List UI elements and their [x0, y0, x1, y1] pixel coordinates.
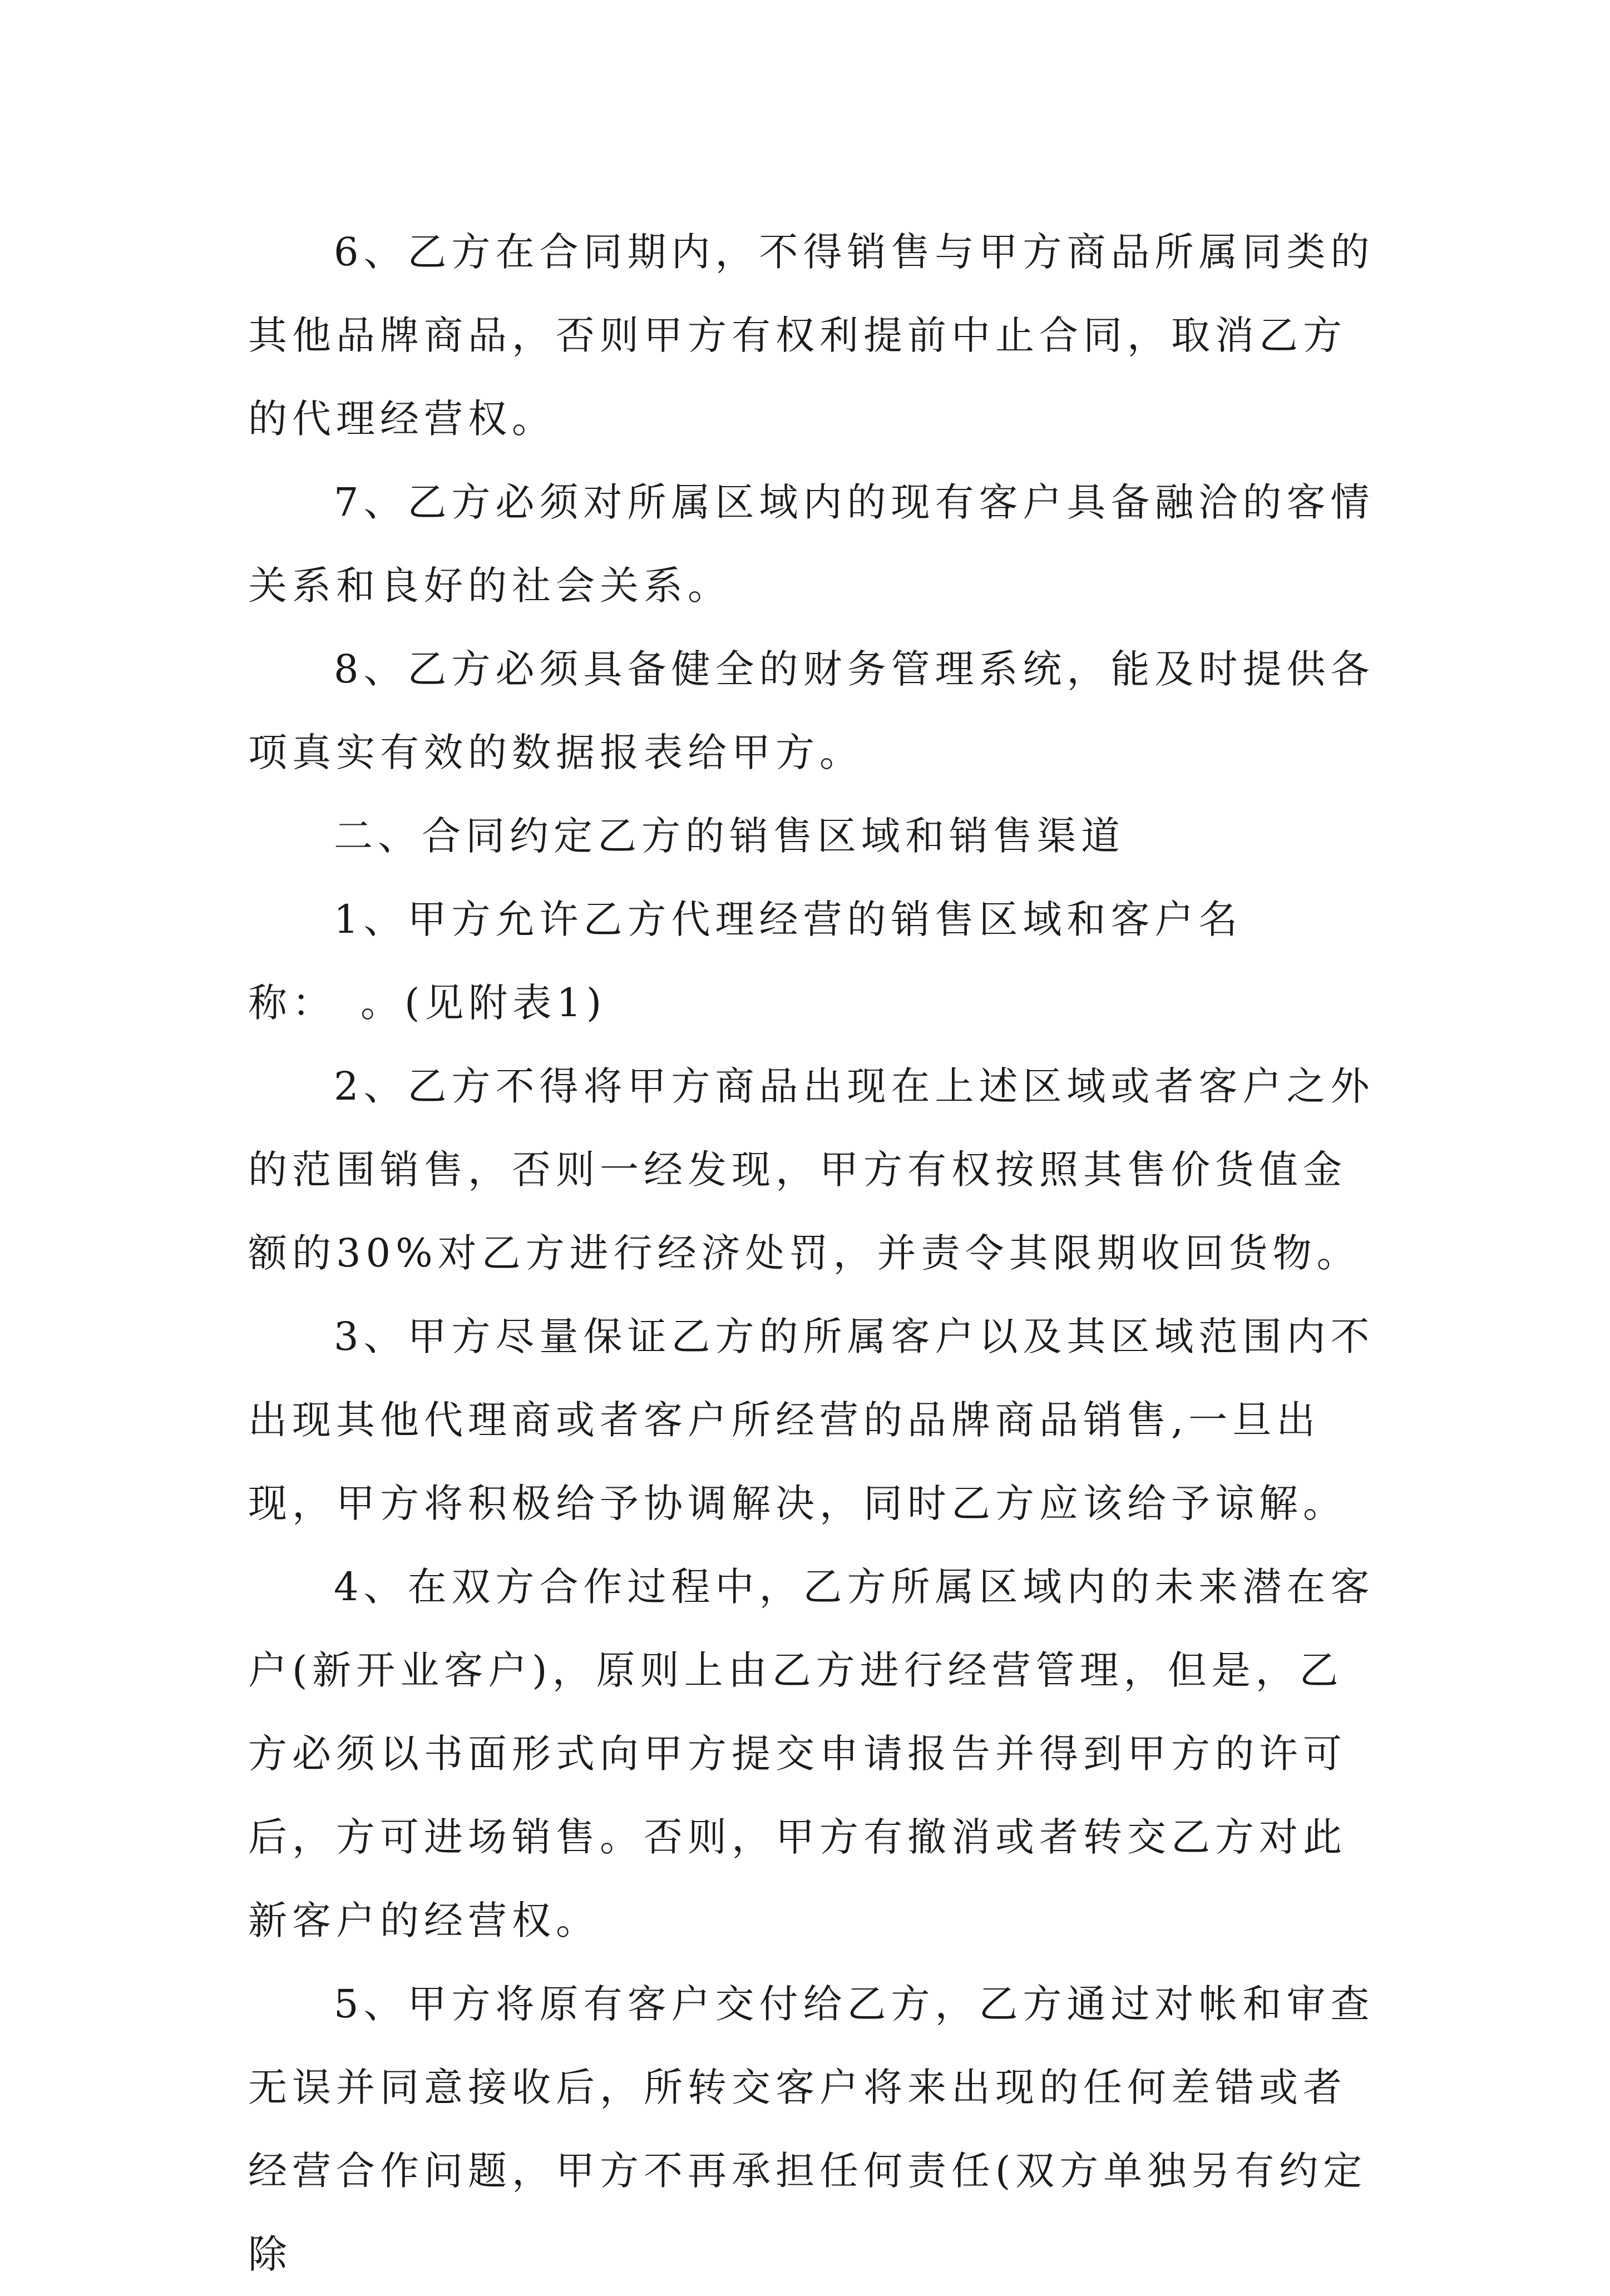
- paragraph-clause-5: 5、甲方将原有客户交付给乙方，乙方通过对帐和审查无误并同意接收后，所转交客户将来出现的任何差错或者经营合作问题，甲方不再承担任何责任(双方单独另有约定除: [248, 1981, 1375, 2277]
- paragraph-clause-1: 1、甲方允许乙方代理经营的销售区域和客户名称： 。(见附表1): [248, 897, 1243, 1026]
- section-heading: 二、合同约定乙方的销售区域和销售渠道: [334, 813, 1125, 859]
- document-body: [248, 210, 1383, 2296]
- paragraph-clause-6: 6、乙方在合同期内，不得销售与甲方商品所属同类的其他品牌商品，否则甲方有权利提前中止合同，取消乙方的代理经营权。: [248, 229, 1375, 442]
- paragraph-clause-8: 8、乙方必须具备健全的财务管理系统，能及时提供各项真实有效的数据报表给甲方。: [248, 646, 1375, 775]
- paragraph-clause-3: 3、甲方尽量保证乙方的所属客户以及其区域范围内不出现其他代理商或者客户所经营的品牌商品销售,一旦出现，甲方将积极给予协调解决，同时乙方应该给予谅解。: [248, 1314, 1375, 1526]
- paragraph-clause-7: 7、乙方必须对所属区域内的现有客户具备融洽的客情关系和良好的社会关系。: [248, 479, 1375, 608]
- paragraph-clause-4: 4、在双方合作过程中，乙方所属区域内的未来潜在客户(新开业客户)，原则上由乙方进行经营管理，但是，乙方必须以书面形式向甲方提交申请报告并得到甲方的许可后，方可进场销售。否则，甲方有撤消或者转交乙方对此新客户的经营权。: [248, 1564, 1375, 1943]
- paragraph-clause-2: 2、乙方不得将甲方商品出现在上述区域或者客户之外的范围销售，否则一经发现，甲方有权按照其售价货值金额的30%对乙方进行经济处罚，并责令其限期收回货物。: [248, 1063, 1375, 1276]
